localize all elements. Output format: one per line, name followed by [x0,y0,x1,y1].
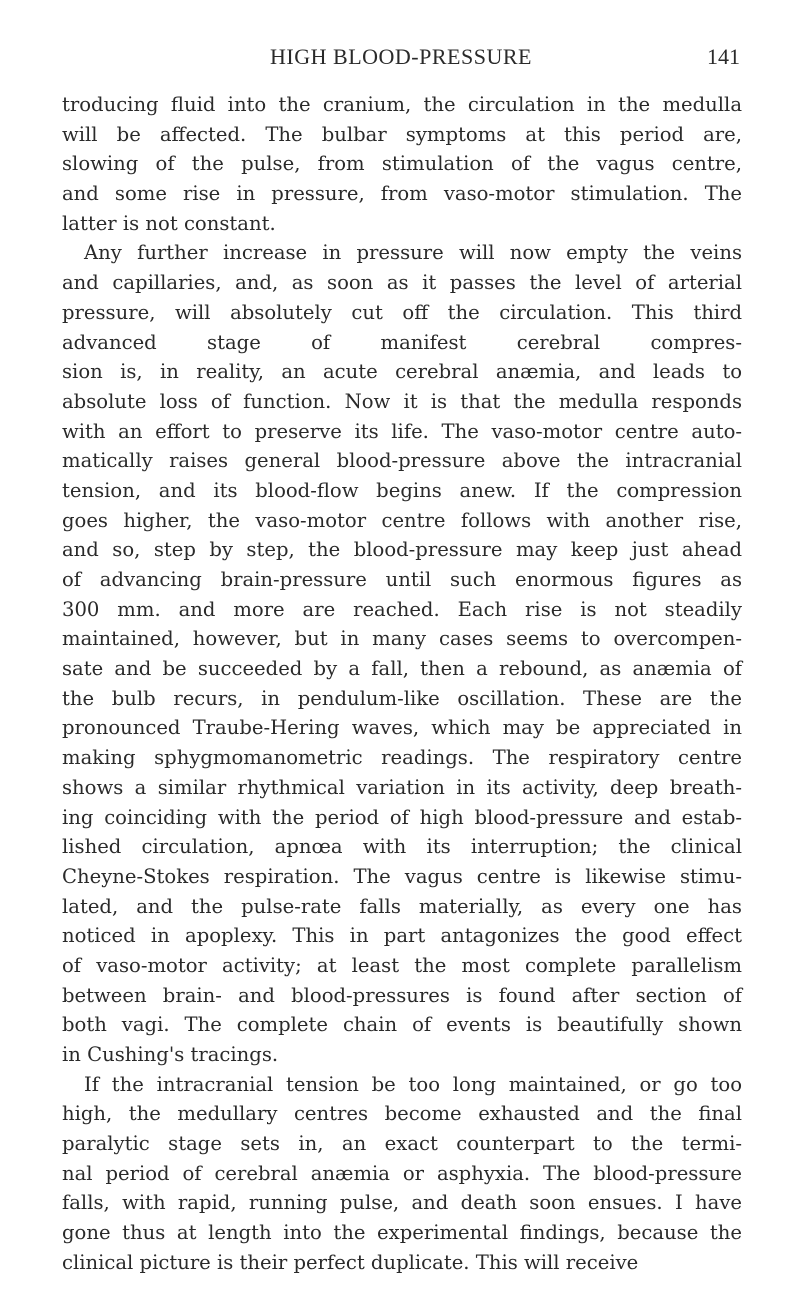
text-line: lated, and the pulse-rate falls materially, as every one has [62,894,742,918]
text-line: goes higher, the vaso-motor centre follows with another rise, [62,508,742,532]
text-line: will be affected. The bulbar symptoms at this period are, [62,122,742,146]
text-line: noticed in apoplexy. This in part antagonizes the good effect [62,924,742,948]
text-line: and some rise in pressure, from vaso-motor stimulation. The [62,182,742,206]
text-line: tension, and its blood-flow begins anew. If the compression [62,478,742,502]
text-line: sion is, in reality, an acute cerebral anæmia, and leads to [62,360,742,384]
text-line: ing coinciding with the period of high blood-pressure and estab- [62,805,742,829]
text-line: the bulb recurs, in pendulum-like oscillation. These are the [62,686,742,710]
text-line: lished circulation, apnœa with its interruption; the clinical [62,835,742,859]
text-line: and so, step by step, the blood-pressure may keep just ahead [62,538,742,562]
page-number: 141 [707,44,740,69]
text-line: making sphygmomanometric readings. The respiratory centre [62,746,742,770]
text-line: of advancing brain-pressure until such enormous figures as [62,568,742,591]
text-line: latter is not constant. [62,211,276,235]
running-head [62,44,740,74]
text-line: advanced stage of manifest cerebral compres- [62,330,742,354]
text-line: both vagi. The complete chain of events is beautifully shown [62,1013,742,1037]
text-line: slowing of the pulse, from stimulation of the vagus centre, [62,152,742,176]
text-line: pressure, will absolutely cut off the circulation. This third [62,300,742,324]
text-line: gone thus at length into the experimental findings, because the [62,1221,742,1245]
text-line: clinical picture is their perfect duplicate. This will receive [62,1250,639,1274]
text-line: 300 mm. and more are reached. Each rise is not steadily [62,597,742,621]
text-line: pronounced Traube-Hering waves, which may be appreciated in [62,716,742,740]
text-line: nal period of cerebral anæmia or asphyxia. The blood-pressure [62,1161,742,1185]
text-line: troducing fluid into the cranium, the circulation in the medulla [62,93,742,116]
running-title: HIGH BLOOD-PRESSURE [270,44,532,69]
text-line: matically raises general blood-pressure above the intracranial [62,449,742,473]
text-line: sate and be succeeded by a fall, then a rebound, as anæmia of [62,657,742,681]
text-line: absolute loss of function. Now it is that the medulla responds [62,389,742,413]
body-text [62,90,742,1278]
text-line: with an effort to preserve its life. The vaso-motor centre auto- [62,419,742,443]
text-line: maintained, however, but in many cases seems to overcompen- [62,627,742,651]
text-line: Cheyne-Stokes respiration. The vagus centre is likewise stimu- [62,864,742,888]
text-line: and capillaries, and, as soon as it passes the level of arterial [62,271,742,295]
text-line: of vaso-motor activity; at least the most complete parallelism [62,953,742,977]
text-line: shows a similar rhythmical variation in its activity, deep breath- [62,775,742,799]
text-line: falls, with rapid, running pulse, and death soon ensues. I have [62,1191,742,1215]
text-line: paralytic stage sets in, an exact counterpart to the termi- [62,1132,742,1156]
text-line: in Cushing's tracings. [62,1043,279,1066]
text-line: high, the medullary centres become exhausted and the final [62,1102,742,1126]
text-line: between brain- and blood-pressures is found after section of [62,983,742,1007]
text-line: Any further increase in pressure will now empty the veins [84,241,742,265]
text-line: If the intracranial tension be too long maintained, or go too [84,1072,742,1096]
